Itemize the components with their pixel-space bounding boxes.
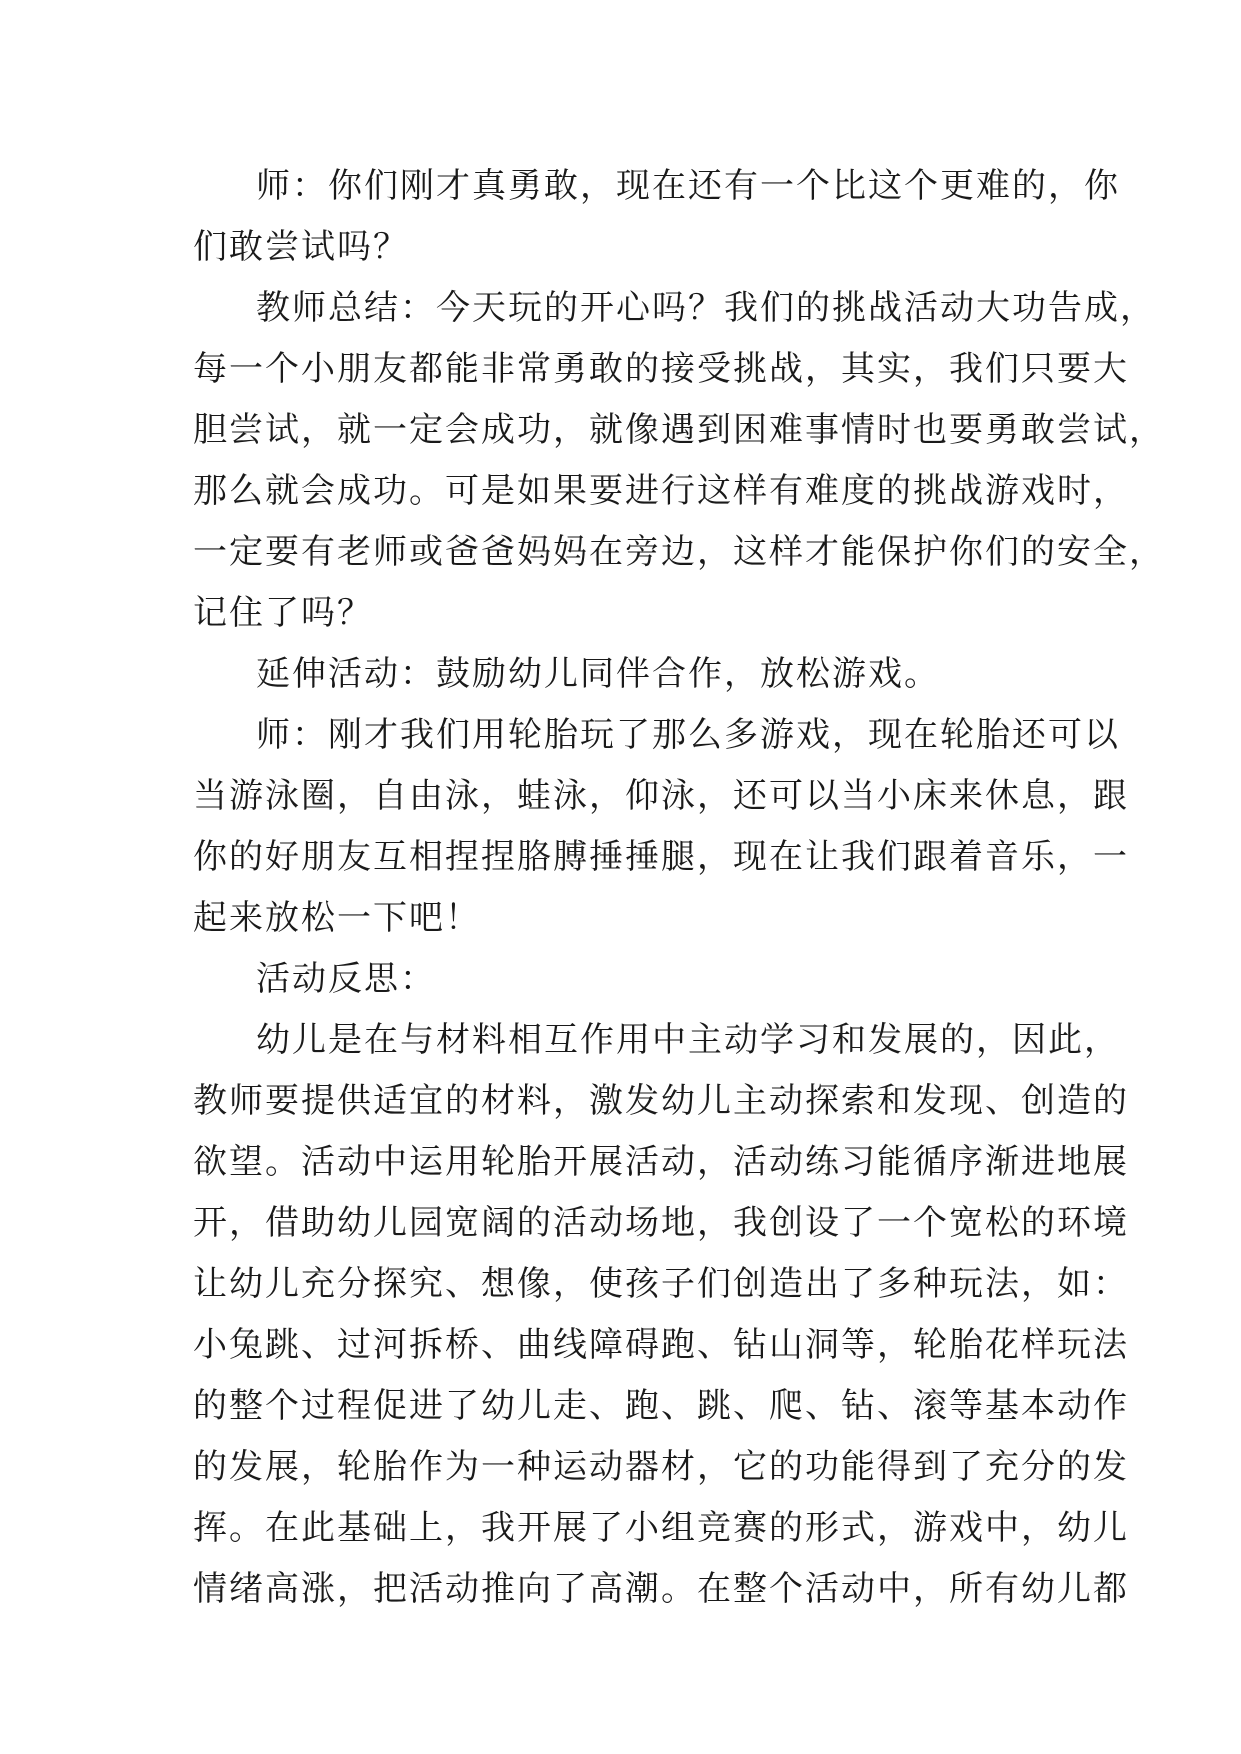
- text-line: 记住了吗？: [193, 593, 373, 633]
- paragraph-teacher-relax: [193, 705, 1129, 949]
- text-line: 一定要有老师或爸爸妈妈在旁边，这样才能保护你们的安全，: [193, 532, 1165, 572]
- text-line: 师：你们刚才真勇敢，现在还有一个比这个更难的，你: [256, 166, 1120, 206]
- text-line: 教师要提供适宜的材料，激发幼儿主动探索和发现、创造的: [193, 1081, 1129, 1121]
- document-body: [193, 156, 1165, 1620]
- text-line: 让幼儿充分探究、想像，使孩子们创造出了多种玩法，如：: [193, 1264, 1129, 1304]
- text-line: 每一个小朋友都能非常勇敢的接受挑战，其实，我们只要大: [193, 349, 1129, 389]
- text-line: 幼儿是在与材料相互作用中主动学习和发展的，因此，: [256, 1020, 1120, 1060]
- text-line: 师：刚才我们用轮胎玩了那么多游戏，现在轮胎还可以: [256, 715, 1120, 755]
- paragraph-extension-activity: [193, 644, 1053, 705]
- paragraph-reflection-heading: [193, 949, 1053, 1010]
- section-heading: 活动反思：: [256, 959, 436, 999]
- text-line: 挥。在此基础上，我开展了小组竞赛的形式，游戏中，幼儿: [193, 1508, 1129, 1548]
- text-line: 你的好朋友互相捏捏胳膊捶捶腿，现在让我们跟着音乐，一: [193, 837, 1129, 877]
- text-line: 们敢尝试吗？: [193, 227, 409, 267]
- text-line: 胆尝试，就一定会成功，就像遇到困难事情时也要勇敢尝试，: [193, 410, 1165, 450]
- text-line: 的发展，轮胎作为一种运动器材，它的功能得到了充分的发: [193, 1447, 1129, 1487]
- text-line: 延伸活动：鼓励幼儿同伴合作，放松游戏。: [256, 654, 940, 694]
- text-line: 小兔跳、过河拆桥、曲线障碍跑、钻山洞等，轮胎花样玩法: [193, 1325, 1129, 1365]
- text-line: 的整个过程促进了幼儿走、跑、跳、爬、钻、滚等基本动作: [193, 1386, 1129, 1426]
- paragraph-teacher-challenge: [193, 156, 1120, 278]
- text-line: 那么就会成功。可是如果要进行这样有难度的挑战游戏时，: [193, 471, 1129, 511]
- text-line: 情绪高涨，把活动推向了高潮。在整个活动中，所有幼儿都: [193, 1569, 1129, 1609]
- paragraph-reflection-body: [193, 1010, 1129, 1620]
- text-line: 开，借助幼儿园宽阔的活动场地，我创设了一个宽松的环境: [193, 1203, 1129, 1243]
- text-line: 欲望。活动中运用轮胎开展活动，活动练习能循序渐进地展: [193, 1142, 1129, 1182]
- text-line: 起来放松一下吧！: [193, 898, 481, 938]
- text-line: 教师总结：今天玩的开心吗？我们的挑战活动大功告成，: [256, 288, 1156, 328]
- text-line: 当游泳圈，自由泳，蛙泳，仰泳，还可以当小床来休息，跟: [193, 776, 1129, 816]
- paragraph-teacher-summary: [193, 278, 1165, 644]
